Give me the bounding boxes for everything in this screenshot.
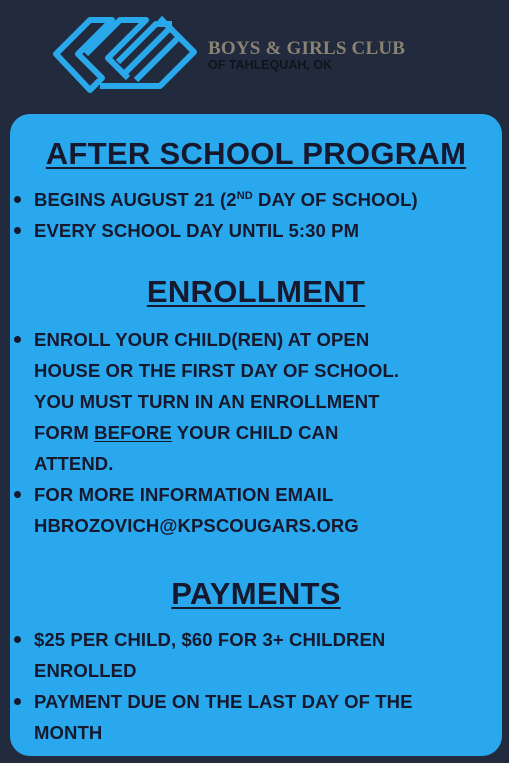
list-item: ENROLL YOUR CHILD(REN) AT OPEN HOUSE OR THE FIRST DAY OF SCHOOL. YOU MUST TURN IN AN ENROLLMENT FORM BEFORE YOUR CHILD CAN ATTEND.: [10, 324, 399, 479]
email-address: HBROZOVICH@KPSCOUGARS.ORG: [34, 515, 359, 536]
enrollment-list: [10, 324, 399, 541]
clasped-hands-logo-icon: [50, 10, 200, 96]
list-item: BEGINS AUGUST 21 (2ND DAY OF SCHOOL): [10, 184, 418, 215]
program-title: AFTER SCHOOL PROGRAM: [45, 136, 467, 171]
payments-list: [10, 624, 413, 748]
list-item: EVERY SCHOOL DAY UNTIL 5:30 PM: [10, 215, 418, 246]
list-item: PAYMENT DUE ON THE LAST DAY OF THE MONTH: [10, 686, 413, 748]
header: [0, 0, 509, 112]
list-item: FOR MORE INFORMATION EMAIL HBROZOVICH@KPSCOUGARS.ORG: [10, 479, 399, 541]
payments-title: PAYMENTS: [171, 576, 341, 611]
program-list: [10, 184, 418, 246]
org-name: BOYS & GIRLS CLUB: [208, 38, 406, 59]
enrollment-title: ENROLLMENT: [146, 274, 366, 309]
list-item: $25 PER CHILD, $60 FOR 3+ CHILDREN ENROLLED: [10, 624, 413, 686]
flyer-panel: [10, 114, 502, 756]
org-location: OF TAHLEQUAH, OK: [208, 58, 333, 72]
